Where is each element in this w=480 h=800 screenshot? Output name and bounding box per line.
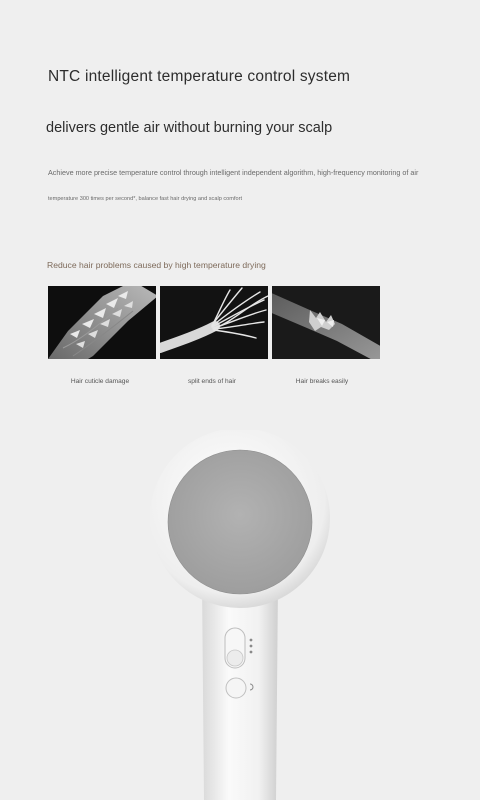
caption-split-ends: split ends of hair: [187, 378, 236, 385]
headline-line-2: delivers gentle air without burning your scalp: [46, 120, 333, 136]
split-ends-micrograph-icon: [160, 286, 268, 359]
cuticle-damage-micrograph-icon: [48, 286, 156, 359]
cuticle-damage-image: [48, 286, 156, 359]
hair-break-micrograph-icon: [272, 286, 380, 359]
headline-line-1: NTC intelligent temperature control system: [48, 68, 351, 85]
split-ends-image: [160, 286, 268, 359]
problems-heading: Reduce hair problems caused by high temperature drying: [47, 260, 266, 270]
hair-break-image: [272, 286, 380, 359]
caption-cuticle-damage: Hair cuticle damage: [70, 378, 130, 385]
description-line-1: Achieve more precise temperature control through intelligent independent algorithm, high-frequency monitoring of air: [48, 168, 419, 177]
description-line-2: temperature 300 times per second*, balance fast hair drying and scalp comfort: [48, 196, 243, 202]
caption-hair-breaks: Hair breaks easily: [295, 378, 349, 385]
hair-dryer-image: [140, 430, 340, 800]
hair-dryer-icon: [140, 430, 340, 800]
